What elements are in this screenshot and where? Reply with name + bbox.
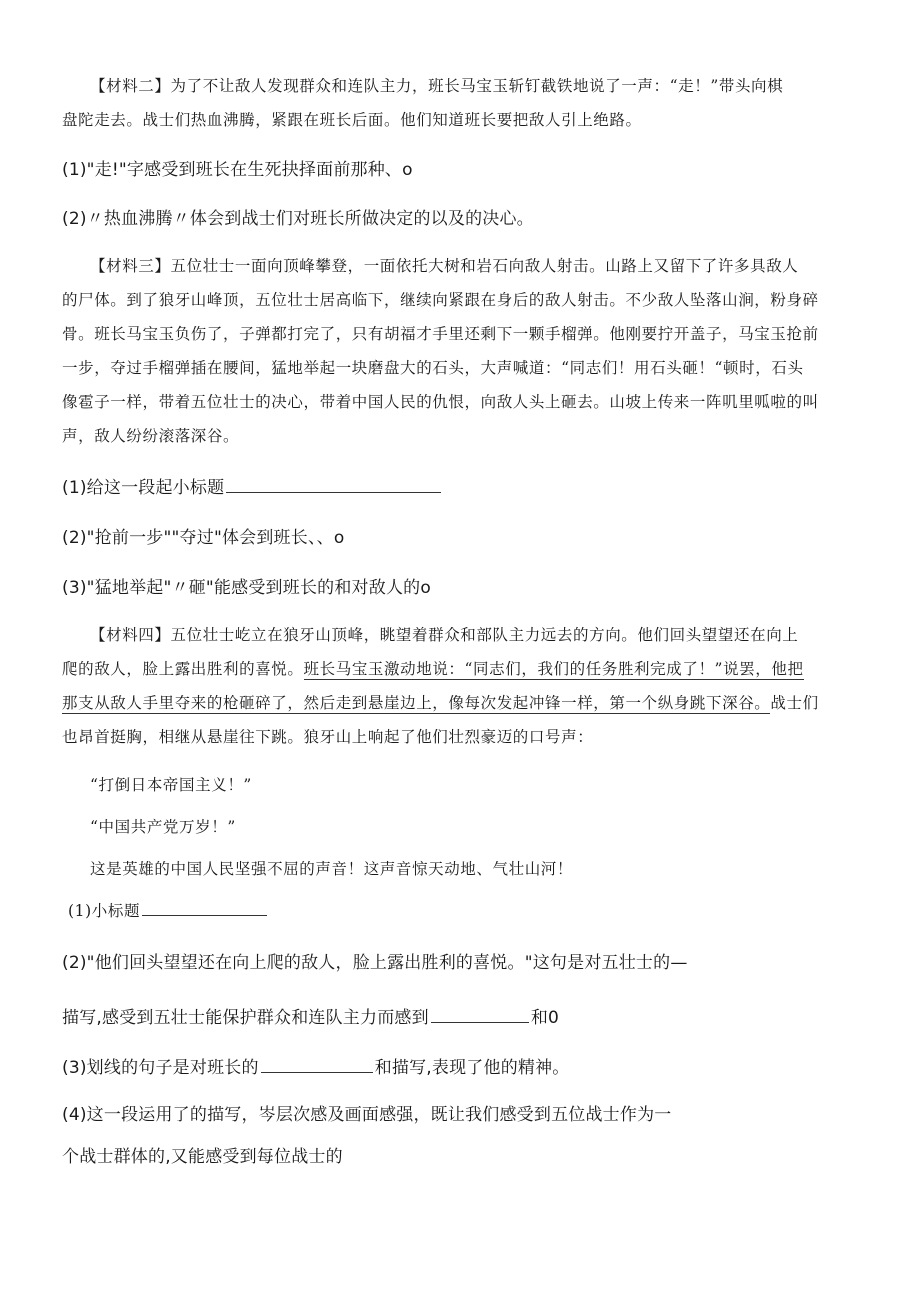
answer-blank[interactable] bbox=[431, 1021, 529, 1023]
material3-line1: 【材料三】五位壮士一面向顶峰攀登，一面依托大树和岩石向敌人射击。山路上又留下了许多具敌人 bbox=[90, 257, 799, 275]
material4-line2 bbox=[62, 657, 804, 679]
material4-line1: 【材料四】五位壮士屹立在狼牙山顶峰，眺望着群众和部队主力远去的方向。他们回头望望还在向上 bbox=[90, 626, 799, 644]
material3-line3: 骨。班长马宝玉负伤了，子弹都打完了，只有胡福才手里还剩下一颗手榴弹。他刚要拧开盖子，马宝玉抢前 bbox=[62, 325, 819, 343]
material4-question2-line2 bbox=[62, 1003, 559, 1028]
material4-line4: 也昂首挺胸，相继从悬崖往下跳。狼牙山上响起了他们壮烈豪迈的口号声： bbox=[62, 728, 594, 746]
material3-question2: (2)"抢前一步""夺过"体会到班长、、o bbox=[62, 528, 345, 548]
answer-blank[interactable] bbox=[261, 1071, 373, 1073]
underlined-sentence-part1: 班长马宝玉激动地说：“同志们，我们的任务胜利完成了！”说罢，他把 bbox=[303, 660, 804, 678]
material4-question3 bbox=[62, 1053, 570, 1078]
material3-line5: 像雹子一样，带着五位壮士的决心，带着中国人民的仇恨，向敌人头上砸去。山坡上传来一阵叽里呱啦的叫 bbox=[62, 393, 819, 411]
material3-question1-text: (1)给这一段起小标题 bbox=[62, 478, 225, 498]
material4-question1 bbox=[68, 899, 269, 921]
slogan-2: “中国共产党万岁！” bbox=[90, 818, 236, 836]
material4-line3 bbox=[62, 691, 819, 713]
material4-question2-tail: 和0 bbox=[530, 1008, 560, 1028]
material2-line1: 【材料二】为了不让敌人发现群众和连队主力，班长马宝玉斩钉截铁地说了一声：“走！”带头向棋 bbox=[90, 77, 784, 95]
slogan-1: “打倒日本帝国主义！” bbox=[90, 776, 252, 794]
material3-question1 bbox=[62, 473, 443, 498]
material4-line3-plain: 战士们 bbox=[770, 694, 819, 712]
underlined-sentence-part2: 那支从敌人手里夺来的枪砸碎了，然后走到悬崖边上，像每次发起冲锋一样，第一个纵身跳下深谷。 bbox=[62, 694, 771, 712]
material4-closing: 这是英雄的中国人民坚强不屈的声音！这声音惊天动地、气壮山河！ bbox=[90, 860, 574, 878]
answer-blank[interactable] bbox=[226, 491, 441, 493]
material4-question3-text: (3)划线的句子是对班长的 bbox=[62, 1058, 259, 1078]
material4-question2-text: 描写,感受到五壮士能保护群众和连队主力而感到 bbox=[62, 1008, 429, 1028]
material3-question3: (3)"猛地举起"〃砸"能感受到班长的和对敌人的o bbox=[62, 578, 431, 598]
material4-question2-line1: (2)"他们回头望望还在向上爬的敌人，脸上露出胜利的喜悦。"这句是对五壮士的— bbox=[62, 953, 688, 973]
answer-blank[interactable] bbox=[142, 914, 267, 916]
material4-line2-plain: 爬的敌人，脸上露出胜利的喜悦。 bbox=[62, 660, 304, 678]
material4-question4-line1: (4)这一段运用了的描写，岑层次感及画面感强，既让我们感受到五位战士作为一 bbox=[62, 1105, 672, 1125]
material4-question4-line2: 个战士群体的,又能感受到每位战士的 bbox=[62, 1147, 343, 1167]
material3-line6: 声，敌人纷纷滚落深谷。 bbox=[62, 427, 240, 445]
material2-question2: (2)〃热血沸腾〃体会到战士们对班长所做决定的以及的决心。 bbox=[62, 209, 534, 229]
material4-question1-text: (1)小标题 bbox=[68, 902, 141, 920]
material3-line2: 的尸体。到了狼牙山峰顶，五位壮士居高临下，继续向紧跟在身后的敌人射击。不少敌人坠落山涧，粉身碎 bbox=[62, 291, 819, 309]
material4-question3-tail: 和描写,表现了他的精神。 bbox=[374, 1058, 570, 1078]
material2-line2: 盘陀走去。战士们热血沸腾，紧跟在班长后面。他们知道班长要把敌人引上绝路。 bbox=[62, 111, 642, 129]
material3-line4: 一步，夺过手榴弹插在腰间，猛地举起一块磨盘大的石头，大声喊道：“同志们！用石头砸！“顿时，石头 bbox=[62, 359, 804, 377]
material2-question1: (1)"走!"字感受到班长在生死抉择面前那种、o bbox=[62, 160, 413, 180]
